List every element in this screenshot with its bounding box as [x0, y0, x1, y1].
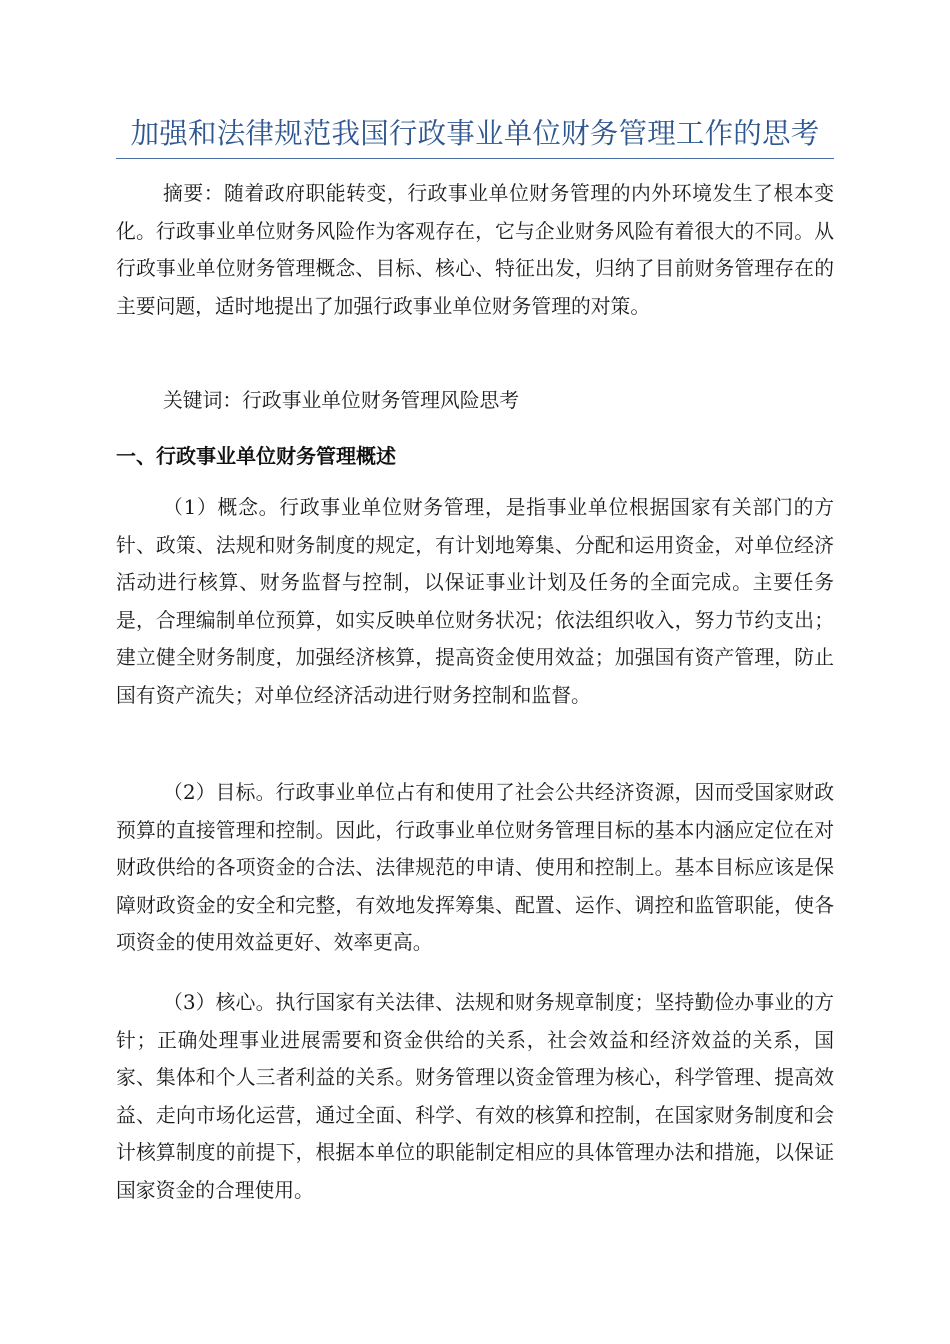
- title-block: [116, 112, 834, 159]
- abstract-paragraph: 摘要：随着政府职能转变，行政事业单位财务管理的内外环境发生了根本变化。行政事业单位财务风险作为客观存在，它与企业财务风险有着很大的不同。从行政事业单位财务管理概念、目标、核心、特征出发，归纳了目前财务管理存在的主要问题，适时地提出了加强行政事业单位财务管理的对策。: [116, 182, 834, 318]
- body-paragraph-goal: （2）目标。行政事业单位占有和使用了社会公共经济资源，因而受国家财政预算的直接管理和控制。因此，行政事业单位财务管理目标的基本内涵应定位在对财政供给的各项资金的合法、法律规范的申请、使用和控制上。基本目标应该是保障财政资金的安全和完整，有效地发挥筹集、配置、运作、调控和监管职能，使各项资金的使用效益更好、效率更高。: [116, 781, 834, 955]
- document-title: 加强和法律规范我国行政事业单位财务管理工作的思考: [130, 117, 820, 150]
- body-paragraph-concept: （1）概念。行政事业单位财务管理，是指事业单位根据国家有关部门的方针、政策、法规和财务制度的规定，有计划地筹集、分配和运用资金，对单位经济活动进行核算、财务监督与控制，以保证事业计划及任务的全面完成。主要任务是，合理编制单位预算，如实反映单位财务状况；依法组织收入，努力节约支出；建立健全财务制度，加强经济核算，提高资金使用效益；加强国有资产管理，防止国有资产流失；对单位经济活动进行财务控制和监督。: [116, 496, 834, 707]
- section-heading: 一、行政事业单位财务管理概述: [116, 444, 396, 468]
- body-paragraph-core: （3）核心。执行国家有关法律、法规和财务规章制度；坚持勤俭办事业的方针；正确处理事业进展需要和资金供给的关系，社会效益和经济效益的关系，国家、集体和个人三者利益的关系。财务管理以资金管理为核心，科学管理、提高效益、走向市场化运营，通过全面、科学、有效的核算和控制，在国家财务制度和会计核算制度的前提下，根据本单位的职能制定相应的具体管理办法和措施，以保证国家资金的合理使用。: [116, 991, 834, 1202]
- keywords-paragraph: 关键词：行政事业单位财务管理风险思考: [163, 389, 520, 412]
